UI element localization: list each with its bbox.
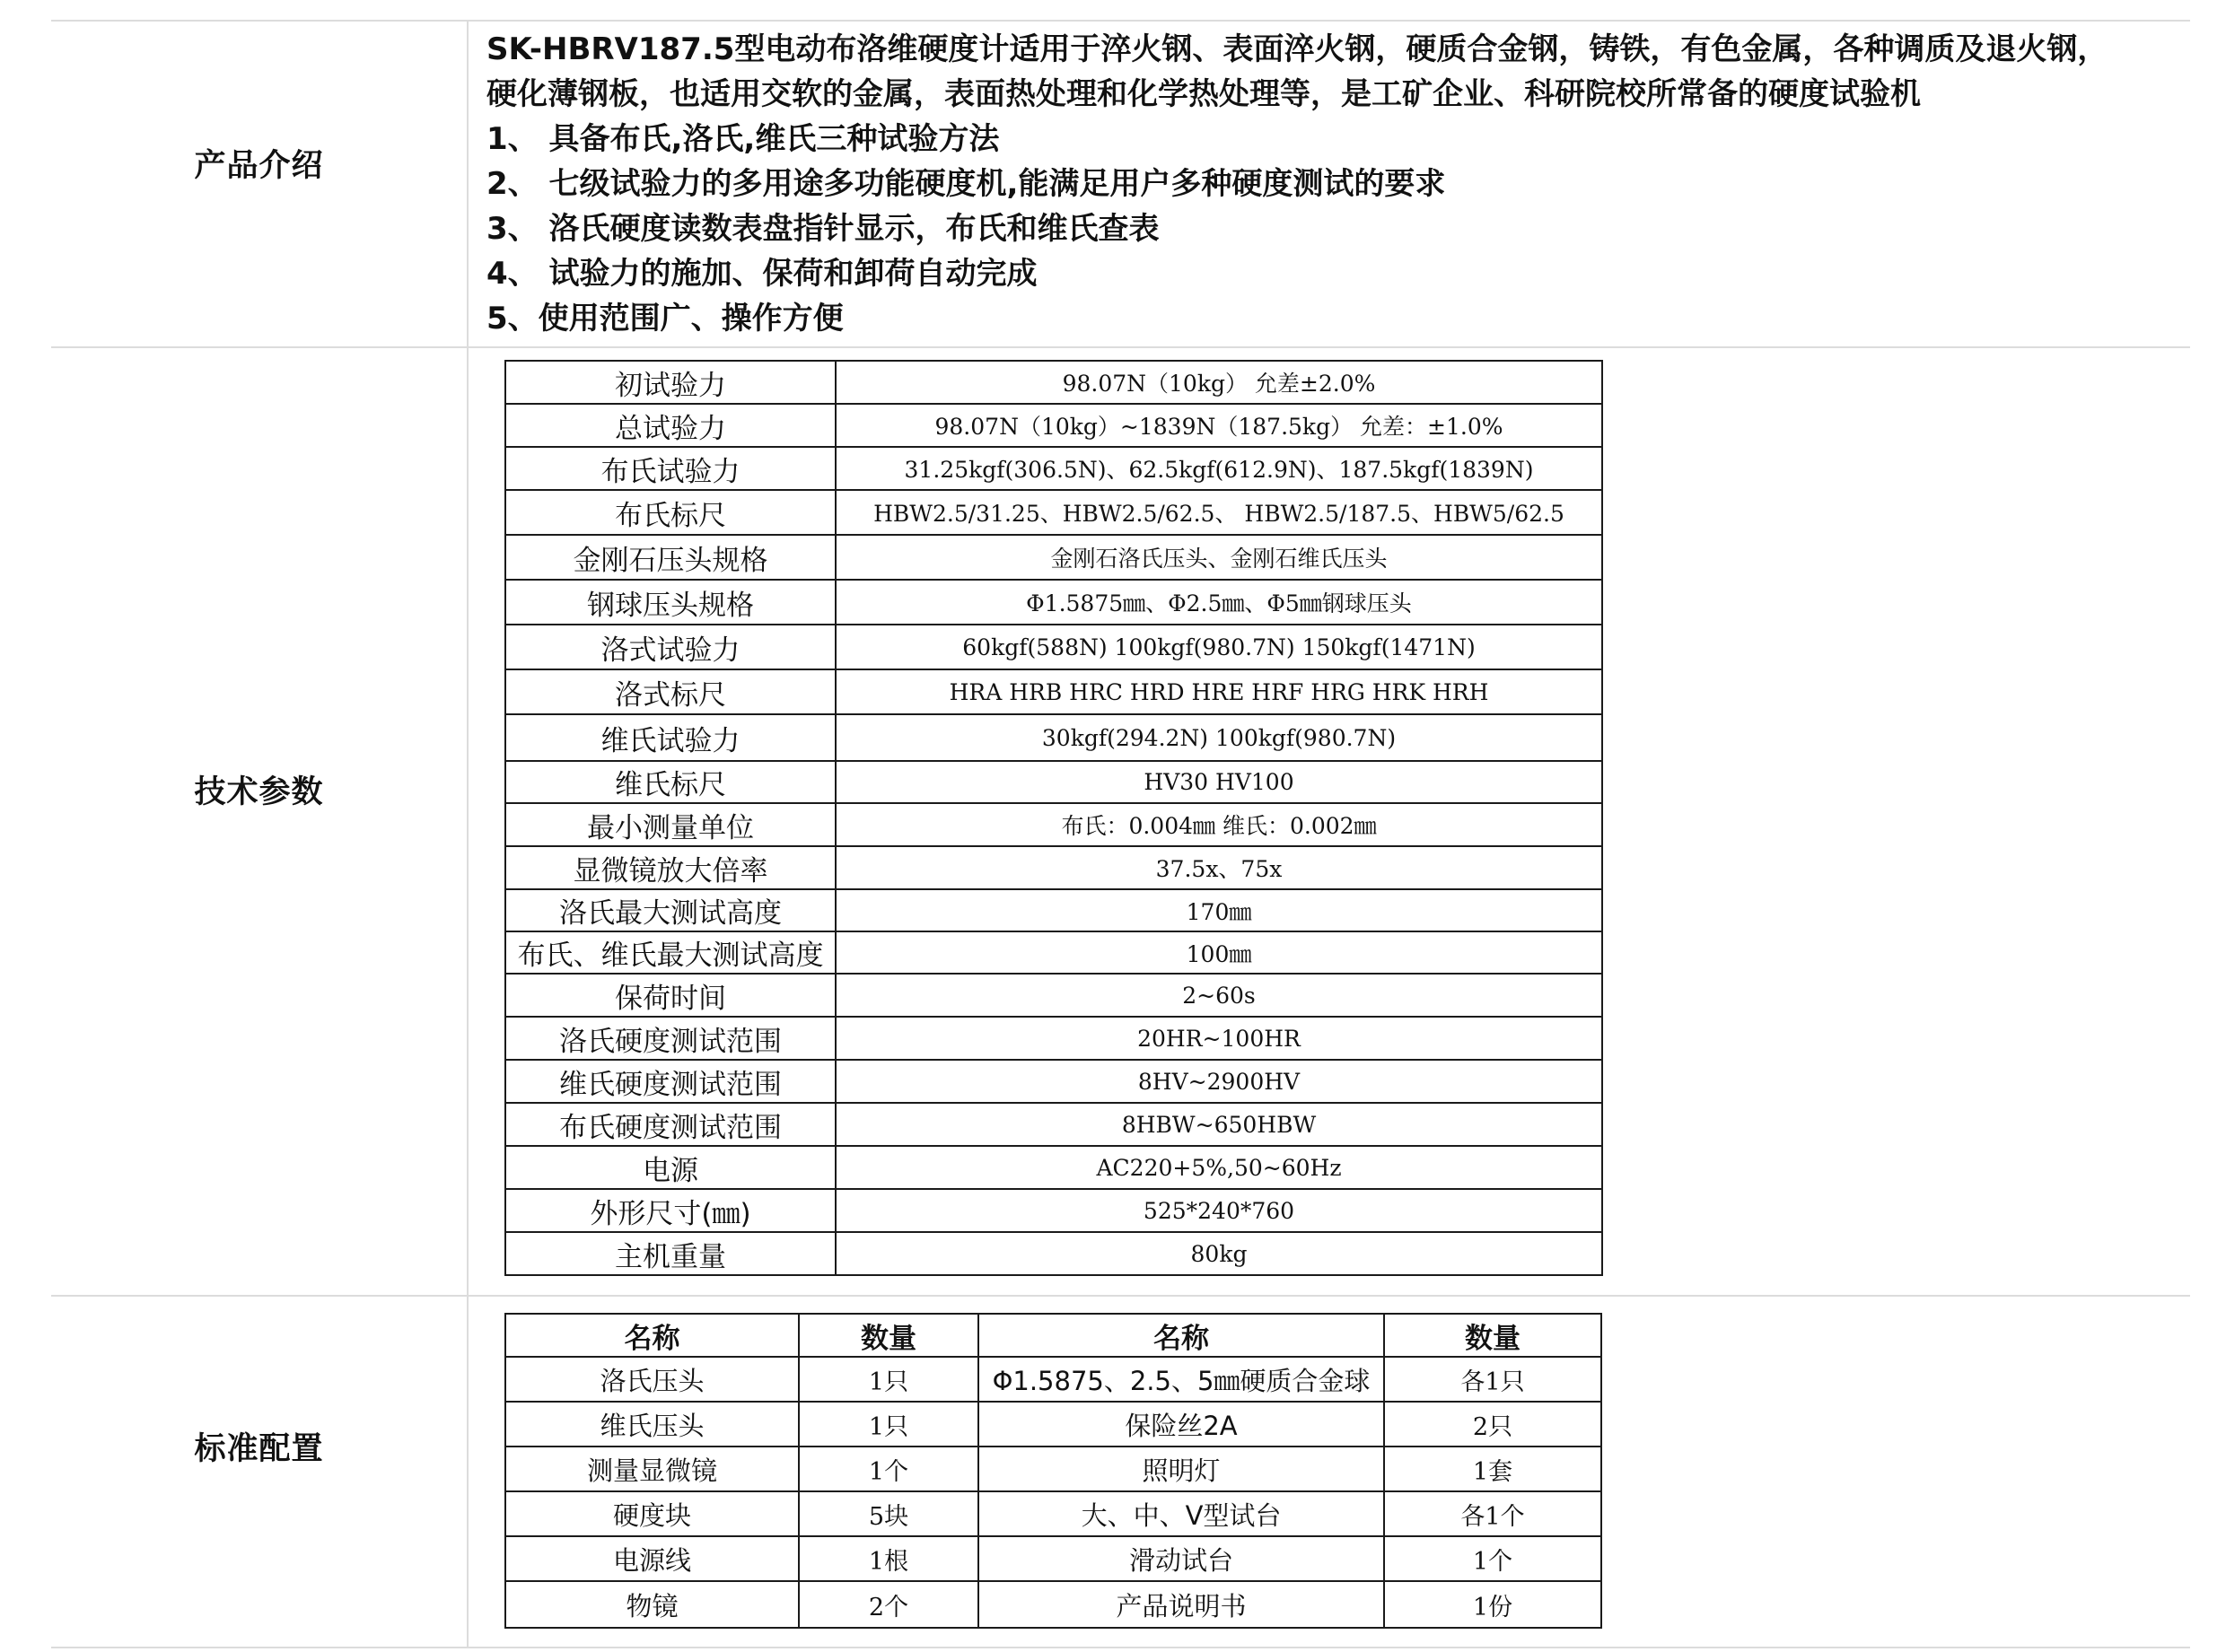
- intro-line: SK-HBRV187.5型电动布洛维硬度计适用于淬火钢、表面淬火钢，硬质合金钢，铸铁，有色金属，各种调质及退火钢，: [486, 31, 2108, 67]
- item-quantity: 1只: [799, 1357, 978, 1402]
- spec-value: 20HR~100HR: [836, 1017, 1602, 1060]
- item-quantity: 1套: [1384, 1447, 1601, 1491]
- section-label-intro: 产品介绍: [194, 148, 324, 184]
- section-label-spec: 技术参数: [194, 774, 324, 810]
- spec-value: 100㎜: [836, 931, 1602, 974]
- table-row: [505, 974, 1602, 1017]
- spec-key: 布氏试验力: [505, 447, 836, 490]
- spec-key: 外形尺寸(㎜): [505, 1189, 836, 1232]
- spec-key: 洛氏硬度测试范围: [505, 1017, 836, 1060]
- item-name: 硬度块: [505, 1491, 799, 1536]
- item-quantity: 1个: [799, 1447, 978, 1491]
- item-quantity: 1个: [1384, 1536, 1601, 1581]
- spec-value: 金刚石洛氏压头、金刚石维氏压头: [836, 535, 1602, 580]
- item-name: 大、中、V型试台: [978, 1491, 1384, 1536]
- table-row: [505, 1103, 1602, 1146]
- table-row: [505, 1402, 1601, 1447]
- table-row: [505, 1232, 1602, 1275]
- table-row: [505, 1017, 1602, 1060]
- spec-value: 525*240*760: [836, 1189, 1602, 1232]
- table-row: [505, 490, 1602, 535]
- config-table: [504, 1313, 1602, 1629]
- table-row: [505, 1357, 1601, 1402]
- item-quantity: 2个: [799, 1581, 978, 1628]
- column-header: 数量: [1384, 1314, 1601, 1357]
- spec-key: 保荷时间: [505, 974, 836, 1017]
- intro-line: 4、 试验力的施加、保荷和卸荷自动完成: [486, 256, 1038, 292]
- table-row: [505, 447, 1602, 490]
- item-quantity: 1只: [799, 1402, 978, 1447]
- column-divider: [467, 20, 469, 1648]
- table-row: [505, 361, 1602, 404]
- product-intro: [486, 27, 2190, 341]
- spec-value: HRA HRB HRC HRD HRE HRF HRG HRK HRH: [836, 669, 1602, 714]
- item-name: 照明灯: [978, 1447, 1384, 1491]
- item-name: 维氏压头: [505, 1402, 799, 1447]
- table-row: [505, 931, 1602, 974]
- item-name: 保险丝2A: [978, 1402, 1384, 1447]
- spec-key: 维氏试验力: [505, 714, 836, 761]
- spec-key: 显微镜放大倍率: [505, 846, 836, 889]
- item-quantity: 2只: [1384, 1402, 1601, 1447]
- item-quantity: 各1只: [1384, 1357, 1601, 1402]
- spec-key: 最小测量单位: [505, 803, 836, 846]
- spec-value: 170㎜: [836, 889, 1602, 931]
- table-row: [505, 1146, 1602, 1189]
- spec-value: 2~60s: [836, 974, 1602, 1017]
- spec-value: Φ1.5875㎜、Φ2.5㎜、Φ5㎜钢球压头: [836, 580, 1602, 625]
- column-header: 名称: [978, 1314, 1384, 1357]
- table-row: [505, 846, 1602, 889]
- spec-key: 维氏硬度测试范围: [505, 1060, 836, 1103]
- table-row: [505, 1491, 1601, 1536]
- section-divider: [51, 1295, 2190, 1297]
- table-row: [505, 1447, 1601, 1491]
- spec-key: 洛式试验力: [505, 625, 836, 669]
- table-row: [505, 535, 1602, 580]
- spec-value: HV30 HV100: [836, 761, 1602, 803]
- item-name: 滑动试台: [978, 1536, 1384, 1581]
- spec-value: 8HBW~650HBW: [836, 1103, 1602, 1146]
- item-name: 物镜: [505, 1581, 799, 1628]
- spec-key: 主机重量: [505, 1232, 836, 1275]
- spec-value: 37.5x、75x: [836, 846, 1602, 889]
- table-row: [505, 761, 1602, 803]
- item-name: 电源线: [505, 1536, 799, 1581]
- intro-line: 2、 七级试验力的多用途多功能硬度机,能满足用户多种硬度测试的要求: [486, 166, 1446, 202]
- item-quantity: 各1个: [1384, 1491, 1601, 1536]
- spec-value: 60kgf(588N) 100kgf(980.7N) 150kgf(1471N): [836, 625, 1602, 669]
- spec-key: 布氏硬度测试范围: [505, 1103, 836, 1146]
- intro-line: 5、使用范围广、操作方便: [486, 301, 844, 337]
- section-divider: [51, 20, 2190, 22]
- spec-value: 布氏：0.004㎜ 维氏：0.002㎜: [836, 803, 1602, 846]
- item-quantity: 1份: [1384, 1581, 1601, 1628]
- spec-value: 80kg: [836, 1232, 1602, 1275]
- table-row: [505, 1581, 1601, 1628]
- item-name: Φ1.5875、2.5、5㎜硬质合金球: [978, 1357, 1384, 1402]
- spec-value: HBW2.5/31.25、HBW2.5/62.5、 HBW2.5/187.5、HBW5/62.5: [836, 490, 1602, 535]
- spec-key: 金刚石压头规格: [505, 535, 836, 580]
- table-row: [505, 625, 1602, 669]
- section-label-config: 标准配置: [194, 1431, 324, 1467]
- spec-key: 洛氏最大测试高度: [505, 889, 836, 931]
- spec-value: 31.25kgf(306.5N)、62.5kgf(612.9N)、187.5kgf(1839N): [836, 447, 1602, 490]
- table-row: [505, 1189, 1602, 1232]
- table-row: [505, 580, 1602, 625]
- table-row: [505, 1060, 1602, 1103]
- table-row: [505, 803, 1602, 846]
- spec-key: 电源: [505, 1146, 836, 1189]
- intro-line: 3、 洛氏硬度读数表盘指针显示，布氏和维氏查表: [486, 211, 1160, 247]
- intro-line: 硬化薄钢板，也适用交软的金属，表面热处理和化学热处理等，是工矿企业、科研院校所常备的硬度试验机: [486, 76, 1921, 112]
- table-row: [505, 889, 1602, 931]
- item-quantity: 5块: [799, 1491, 978, 1536]
- spec-key: 布氏、维氏最大测试高度: [505, 931, 836, 974]
- spec-key: 钢球压头规格: [505, 580, 836, 625]
- spec-value: 98.07N（10kg）~1839N（187.5kg） 允差：±1.0%: [836, 404, 1602, 447]
- column-header: 数量: [799, 1314, 978, 1357]
- spec-key: 维氏标尺: [505, 761, 836, 803]
- spec-key: 布氏标尺: [505, 490, 836, 535]
- item-name: 洛氏压头: [505, 1357, 799, 1402]
- intro-line: 1、 具备布氏,洛氏,维氏三种试验方法: [486, 121, 1000, 157]
- spec-key: 总试验力: [505, 404, 836, 447]
- spec-value: AC220+5%,50~60Hz: [836, 1146, 1602, 1189]
- table-row: [505, 404, 1602, 447]
- column-header: 名称: [505, 1314, 799, 1357]
- item-name: 测量显微镜: [505, 1447, 799, 1491]
- table-header-row: [505, 1314, 1601, 1357]
- section-divider: [51, 1647, 2190, 1648]
- item-quantity: 1根: [799, 1536, 978, 1581]
- spec-value: 8HV~2900HV: [836, 1060, 1602, 1103]
- section-divider: [51, 346, 2190, 348]
- item-name: 产品说明书: [978, 1581, 1384, 1628]
- spec-value: 30kgf(294.2N) 100kgf(980.7N): [836, 714, 1602, 761]
- spec-value: 98.07N（10kg） 允差±2.0%: [836, 361, 1602, 404]
- spec-key: 初试验力: [505, 361, 836, 404]
- spec-key: 洛式标尺: [505, 669, 836, 714]
- table-row: [505, 1536, 1601, 1581]
- table-row: [505, 714, 1602, 761]
- spec-table: [504, 360, 1603, 1276]
- table-row: [505, 669, 1602, 714]
